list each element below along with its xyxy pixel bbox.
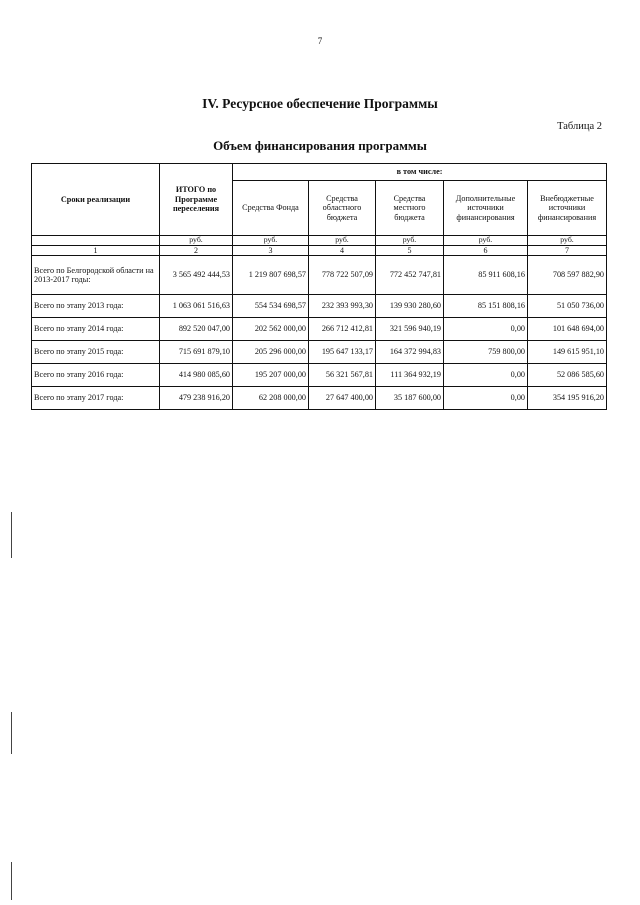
header-regional: Средства областного бюджета [309, 181, 376, 236]
cell-regional: 778 722 507,09 [309, 256, 376, 295]
table-row [32, 341, 607, 364]
column-number: 2 [160, 246, 233, 256]
cell-total: 715 691 879,10 [160, 341, 233, 364]
unit-cell: руб. [160, 236, 233, 246]
cell-extrabudget: 52 086 585,60 [528, 364, 607, 387]
header-additional: Дополнительные источники финансирования [444, 181, 528, 236]
row-label: Всего по этапу 2015 года: [32, 341, 160, 364]
header-period: Сроки реализации [32, 164, 160, 236]
column-number: 6 [444, 246, 528, 256]
table-row [32, 318, 607, 341]
cell-fund: 554 534 698,57 [233, 295, 309, 318]
row-label: Всего по этапу 2016 года: [32, 364, 160, 387]
cell-local: 35 187 600,00 [376, 387, 444, 410]
cell-local: 164 372 994,83 [376, 341, 444, 364]
section-title: IV. Ресурсное обеспечение Программы [202, 96, 438, 111]
cell-regional: 195 647 133,17 [309, 341, 376, 364]
header-fund: Средства Фонда [233, 181, 309, 236]
scan-margin-mark [11, 712, 12, 754]
cell-total: 1 063 061 516,63 [160, 295, 233, 318]
cell-extrabudget: 101 648 694,00 [528, 318, 607, 341]
column-number: 5 [376, 246, 444, 256]
cell-regional: 56 321 567,81 [309, 364, 376, 387]
cell-local: 772 452 747,81 [376, 256, 444, 295]
cell-extrabudget: 354 195 916,20 [528, 387, 607, 410]
cell-regional: 232 393 993,30 [309, 295, 376, 318]
column-number-row [32, 246, 607, 256]
cell-local: 111 364 932,19 [376, 364, 444, 387]
cell-fund: 202 562 000,00 [233, 318, 309, 341]
column-number: 7 [528, 246, 607, 256]
header-total: ИТОГО по Программе переселения [160, 164, 233, 236]
unit-cell-empty [32, 236, 160, 246]
header-local: Средства местного бюджета [376, 181, 444, 236]
unit-cell: руб. [528, 236, 607, 246]
table-row [32, 364, 607, 387]
unit-cell: руб. [376, 236, 444, 246]
cell-total: 479 238 916,20 [160, 387, 233, 410]
cell-regional: 266 712 412,81 [309, 318, 376, 341]
header-including: в том числе: [233, 164, 607, 181]
cell-total: 3 565 492 444,53 [160, 256, 233, 295]
table-row [32, 295, 607, 318]
cell-additional: 759 800,00 [444, 341, 528, 364]
column-number: 4 [309, 246, 376, 256]
cell-additional: 0,00 [444, 318, 528, 341]
table-title: Объем финансирования программы [213, 138, 427, 153]
row-label: Всего по этапу 2013 года: [32, 295, 160, 318]
cell-additional: 85 911 608,16 [444, 256, 528, 295]
table-row [32, 387, 607, 410]
unit-row [32, 236, 607, 246]
cell-local: 321 596 940,19 [376, 318, 444, 341]
cell-local: 139 930 280,60 [376, 295, 444, 318]
table-row-total [32, 256, 607, 295]
page-number: 7 [317, 36, 323, 46]
cell-extrabudget: 708 597 882,90 [528, 256, 607, 295]
cell-regional: 27 647 400,00 [309, 387, 376, 410]
scan-margin-mark [11, 862, 12, 900]
cell-total: 892 520 047,00 [160, 318, 233, 341]
cell-total: 414 980 085,60 [160, 364, 233, 387]
cell-fund: 1 219 807 698,57 [233, 256, 309, 295]
scan-margin-mark [11, 512, 12, 558]
unit-cell: руб. [444, 236, 528, 246]
row-label: Всего по этапу 2017 года: [32, 387, 160, 410]
table-label: Таблица 2 [557, 121, 602, 132]
cell-additional: 85 151 808,16 [444, 295, 528, 318]
cell-fund: 195 207 000,00 [233, 364, 309, 387]
cell-fund: 62 208 000,00 [233, 387, 309, 410]
column-number: 1 [32, 246, 160, 256]
cell-fund: 205 296 000,00 [233, 341, 309, 364]
cell-extrabudget: 51 050 736,00 [528, 295, 607, 318]
column-number: 3 [233, 246, 309, 256]
unit-cell: руб. [309, 236, 376, 246]
funding-table [31, 163, 607, 410]
cell-extrabudget: 149 615 951,10 [528, 341, 607, 364]
cell-additional: 0,00 [444, 387, 528, 410]
row-label: Всего по Белгородской области на 2013-2017 годы: [32, 256, 160, 295]
header-extrabudget: Внебюджетные источники финансирования [528, 181, 607, 236]
row-label: Всего по этапу 2014 года: [32, 318, 160, 341]
cell-additional: 0,00 [444, 364, 528, 387]
unit-cell: руб. [233, 236, 309, 246]
